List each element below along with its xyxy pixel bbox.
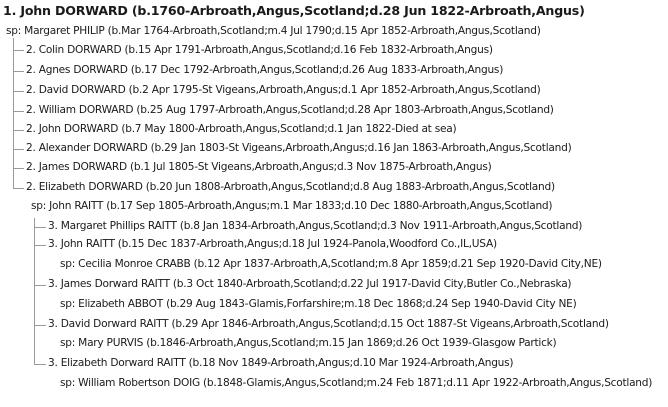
grandchild-spouse: sp: Cecilia Monroe CRABB (b.12 Apr 1837-Arbroath,A,Scotland;m.8 Apr 1859;d.21 Sep 1920-David City,NE) bbox=[60, 258, 602, 270]
child-entry: 2. Elizabeth DORWARD (b.20 Jun 1808-Arbroath,Angus,Scotland;d.8 Aug 1883-Arbroath,Angus,Scotland) bbox=[26, 181, 555, 193]
child-spouse: sp: John RAITT (b.17 Sep 1805-Arbroath,Angus;m.1 Mar 1833;d.10 Dec 1880-Arbroath,Angus,Scotland) bbox=[31, 200, 553, 212]
child-entry: 2. Colin DORWARD (b.15 Apr 1791-Arbroath,Angus,Scotland;d.16 Feb 1832-Arbroath,Angus) bbox=[26, 44, 493, 56]
grandchild-spouse: sp: William Robertson DOIG (b.1848-Glamis,Angus,Scotland;m.24 Feb 1871;d.11 Apr 1922-Arbroath,Angus,Scotland) bbox=[60, 377, 653, 389]
gen3-connector-trunk bbox=[34, 218, 35, 364]
grandchild-entry: 3. Elizabeth Dorward RAITT (b.18 Nov 1849-Arbroath,Angus;d.10 Mar 1924-Arbroath,Angus) bbox=[48, 357, 514, 369]
gen3-connector-branch bbox=[34, 285, 46, 286]
gen2-connector-branch bbox=[13, 130, 24, 131]
gen3-connector-branch bbox=[34, 364, 46, 365]
child-entry: 2. Agnes DORWARD (b.17 Dec 1792-Arbroath,Angus,Scotland;d.26 Aug 1833-Arbroath,Angus) bbox=[26, 64, 504, 76]
gen3-connector-branch bbox=[34, 245, 46, 246]
grandchild-entry: 3. David Dorward RAITT (b.29 Apr 1846-Arbroath,Angus,Scotland;d.15 Oct 1887-St Vigeans,Arbroath,Scotland) bbox=[48, 318, 609, 330]
gen3-connector-branch bbox=[34, 227, 46, 228]
gen2-connector-branch bbox=[13, 50, 24, 51]
gen2-connector-branch bbox=[13, 188, 24, 189]
gen2-connector-branch bbox=[13, 168, 24, 169]
gen2-connector-branch bbox=[13, 149, 24, 150]
gen2-connector-branch bbox=[13, 71, 24, 72]
root-spouse: sp: Margaret PHILIP (b.Mar 1764-Arbroath,Scotland;m.4 Jul 1790;d.15 Apr 1852-Arbroath,Angus,Scotland) bbox=[6, 25, 541, 37]
gen3-connector-branch bbox=[34, 325, 46, 326]
grandchild-spouse: sp: Mary PURVIS (b.1846-Arbroath,Angus,Scotland;m.15 Jan 1869;d.26 Oct 1939-Glasgow Partick) bbox=[60, 337, 557, 349]
grandchild-spouse: sp: Elizabeth ABBOT (b.29 Aug 1843-Glamis,Forfarshire;m.18 Dec 1868;d.24 Sep 1940-David City NE) bbox=[60, 298, 577, 310]
gen2-connector-trunk bbox=[13, 38, 14, 188]
gen2-connector-branch bbox=[13, 91, 24, 92]
grandchild-entry: 3. Margaret Phillips RAITT (b.8 Jan 1834-Arbroath,Angus,Scotland;d.3 Nov 1911-Arbroath,Angus,Scotland) bbox=[48, 220, 583, 232]
child-entry: 2. David DORWARD (b.2 Apr 1795-St Vigeans,Arbroath,Angus;d.1 Apr 1852-Arbroath,Angus,Scotland) bbox=[26, 84, 541, 96]
grandchild-entry: 3. James Dorward RAITT (b.3 Oct 1840-Arbroath,Scotland;d.22 Jul 1917-David City,Butler Co.,Nebraska) bbox=[48, 278, 572, 290]
gen2-connector-branch bbox=[13, 111, 24, 112]
child-entry: 2. Alexander DORWARD (b.29 Jan 1803-St Vigeans,Arbroath,Angus;d.16 Jan 1863-Arbroath,Angus,Scotland) bbox=[26, 142, 572, 154]
child-entry: 2. John DORWARD (b.7 May 1800-Arbroath,Angus,Scotland;d.1 Jan 1822-Died at sea) bbox=[26, 123, 457, 135]
child-entry: 2. William DORWARD (b.25 Aug 1797-Arbroath,Angus,Scotland;d.28 Apr 1803-Arbroath,Angus,Scotland) bbox=[26, 104, 554, 116]
grandchild-entry: 3. John RAITT (b.15 Dec 1837-Arbroath,Angus;d.18 Jul 1924-Panola,Woodford Co.,IL,USA) bbox=[48, 238, 497, 250]
child-entry: 2. James DORWARD (b.1 Jul 1805-St Vigeans,Arbroath,Angus;d.3 Nov 1875-Arbroath,Angus) bbox=[26, 161, 492, 173]
root-person: 1. John DORWARD (b.1760-Arbroath,Angus,Scotland;d.28 Jun 1822-Arbroath,Angus) bbox=[3, 3, 585, 18]
